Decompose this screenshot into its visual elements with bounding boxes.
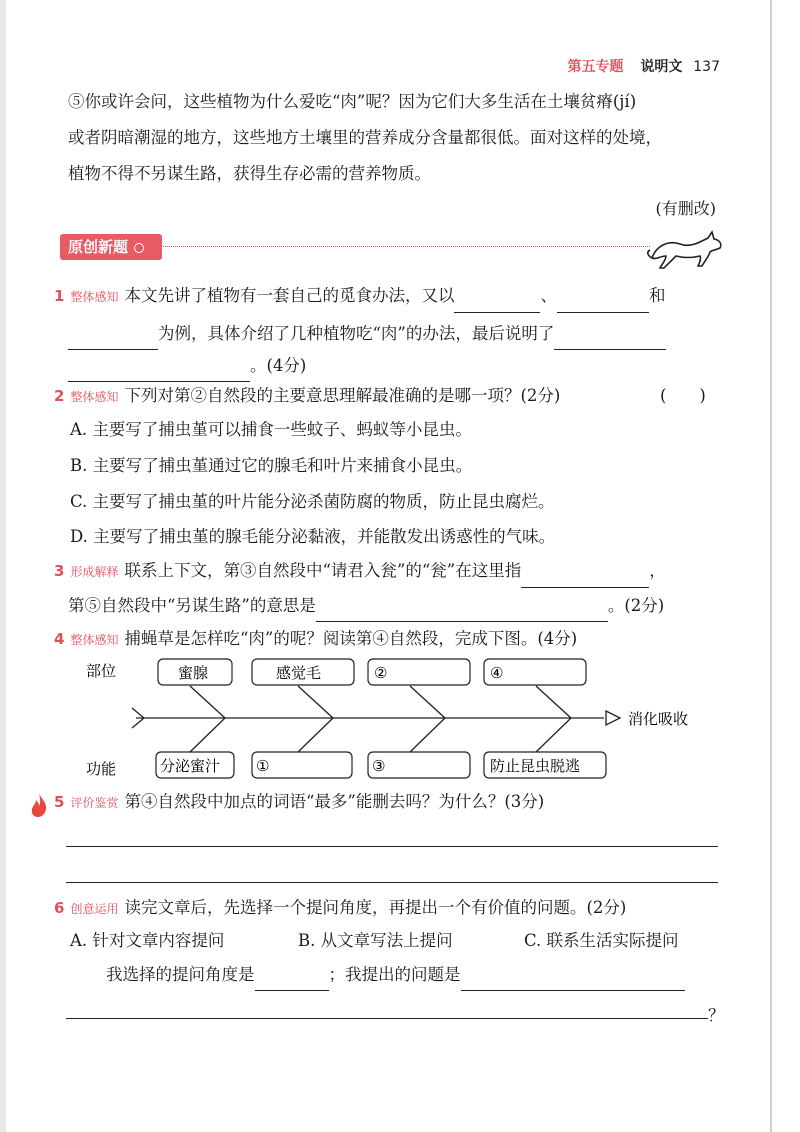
diagram-end-label: 消化吸收 — [628, 710, 689, 728]
question-4 — [54, 623, 577, 656]
top-box — [158, 659, 232, 685]
question-text: 我选择的提问角度是 — [106, 965, 255, 984]
page-number: 137 — [693, 59, 720, 75]
question-text: 为例，具体介绍了几种植物吃“肉”的办法，最后说明了 — [158, 324, 555, 343]
header-category: 说明文 — [640, 59, 683, 75]
question-text: 。(2分) — [607, 596, 665, 615]
answer-blank[interactable] — [68, 329, 158, 350]
question-number: 4 — [54, 630, 65, 648]
answer-blank[interactable] — [454, 292, 540, 313]
header-section: 第五专题 — [567, 59, 624, 75]
question-text: ；我提出的问题是 — [328, 965, 461, 984]
question-mark: ？ — [708, 1006, 725, 1025]
banner-dotted-line — [150, 246, 650, 247]
question-text: 。(4分) — [250, 356, 307, 375]
option-b: B. 从文章写法上提问 — [298, 931, 453, 950]
answer-blank[interactable] — [461, 970, 685, 991]
answer-line[interactable] — [66, 846, 718, 847]
option-d: D. 主要写了捕虫堇的腺毛能分泌黏液，并能散发出诱惑性的气味。 — [70, 527, 556, 546]
answer-blank[interactable] — [557, 292, 649, 313]
top-box-label: ④ — [490, 664, 504, 682]
question-tag: 整体感知 — [70, 290, 119, 304]
top-box — [252, 659, 354, 685]
bottom-box-label: ③ — [372, 757, 386, 775]
answer-blank[interactable] — [255, 970, 329, 991]
flame-icon — [30, 792, 48, 818]
answer-paren[interactable]: ( ) — [660, 386, 706, 405]
top-box[interactable] — [484, 659, 586, 685]
question-text: 读完文章后，先选择一个提问角度，再提出一个有价值的问题。(2分) — [124, 898, 627, 917]
question-1 — [54, 280, 665, 313]
question-6 — [54, 892, 626, 925]
question-text: 第⑤自然段中“另谋生路”的意思是 — [68, 596, 316, 615]
bottom-box-label: 防止昆虫脱逃 — [490, 757, 581, 775]
question-text: 本文先讲了植物有一套自己的觅食办法，又以 — [124, 286, 455, 305]
answer-line[interactable] — [66, 1018, 708, 1019]
bottom-box — [156, 752, 234, 778]
diagram-spine — [132, 708, 620, 728]
question-tag: 形成解释 — [70, 565, 119, 579]
question-3-cont — [68, 590, 664, 622]
question-text: 联系上下文，第③自然段中“请君入瓮”的“瓮”在这里指 — [124, 561, 522, 580]
answer-blank[interactable] — [554, 329, 666, 350]
answer-line[interactable] — [66, 882, 718, 883]
option-c: C. 联系生活实际提问 — [524, 931, 679, 950]
question-6-prompt — [106, 959, 685, 991]
bottom-box[interactable] — [252, 752, 352, 778]
page-left-edge — [0, 0, 6, 1132]
row-label-bottom: 功能 — [86, 760, 117, 778]
answer-blank[interactable] — [68, 361, 250, 382]
option-a: A. 主要写了捕虫堇可以捕食一些蚊子、蚂蚁等小昆虫。 — [70, 420, 472, 439]
question-text: 、 — [540, 286, 557, 305]
question-number: 6 — [54, 899, 65, 917]
question-tag: 整体感知 — [70, 633, 119, 647]
row-label-top: 部位 — [86, 662, 117, 680]
bottom-box-label: 分泌蜜汁 — [160, 757, 221, 775]
passage-line: 植物不得不另谋生路，获得生存必需的营养物质。 — [68, 164, 431, 183]
answer-blank[interactable] — [521, 567, 649, 588]
question-tag: 评价鉴赏 — [70, 796, 119, 810]
question-2 — [54, 380, 560, 413]
question-text: 第④自然段中加点的词语“最多”能删去吗？为什么？(3分) — [124, 792, 545, 811]
question-number: 3 — [54, 562, 65, 580]
answer-blank[interactable] — [316, 601, 608, 622]
bottom-box[interactable] — [368, 752, 470, 778]
source-note: (有删改) — [655, 199, 716, 218]
question-text: 捕蝇草是怎样吃“肉”的呢？阅读第④自然段，完成下图。(4分) — [124, 629, 578, 648]
question-tag: 创意运用 — [70, 902, 119, 916]
question-1-end — [68, 350, 306, 382]
diagram-bones — [190, 686, 571, 752]
option-c: C. 主要写了捕虫堇的叶片能分泌杀菌防腐的物质，防止昆虫腐烂。 — [70, 492, 555, 511]
top-box-label: ② — [374, 664, 388, 682]
question-text: 和 — [648, 286, 666, 305]
page-right-edge — [770, 0, 772, 1132]
passage-line: ⑤你或许会问，这些植物为什么爱吃“肉”呢？因为它们大多生活在土壤贫瘠(jí) — [68, 92, 637, 111]
question-number: 5 — [54, 793, 65, 811]
bottom-box-label: ① — [256, 757, 270, 775]
page-header — [568, 56, 720, 76]
section-banner: 原创新题 — [60, 234, 162, 260]
option-a: A. 针对文章内容提问 — [70, 931, 225, 950]
question-number: 2 — [54, 387, 65, 405]
question-3 — [54, 555, 666, 588]
cat-icon — [646, 228, 726, 272]
top-box-label: 感觉毛 — [276, 664, 322, 682]
question-text: ， — [649, 561, 666, 580]
passage-line: 或者阴暗潮湿的地方，这些地方土壤里的营养成分含量都很低。面对这样的处境， — [68, 128, 662, 147]
question-tag: 整体感知 — [70, 390, 119, 404]
fishbone-diagram — [80, 656, 720, 786]
top-box[interactable] — [368, 659, 470, 685]
question-number: 1 — [54, 287, 65, 305]
bottom-box — [484, 752, 606, 778]
top-box-label: 蜜腺 — [178, 664, 209, 682]
question-text: 下列对第②自然段的主要意思理解最准确的是哪一项？(2分) — [124, 386, 561, 405]
question-5 — [54, 786, 544, 819]
option-b: B. 主要写了捕虫堇通过它的腺毛和叶片来捕食小昆虫。 — [70, 456, 473, 475]
question-1-cont — [68, 318, 666, 350]
